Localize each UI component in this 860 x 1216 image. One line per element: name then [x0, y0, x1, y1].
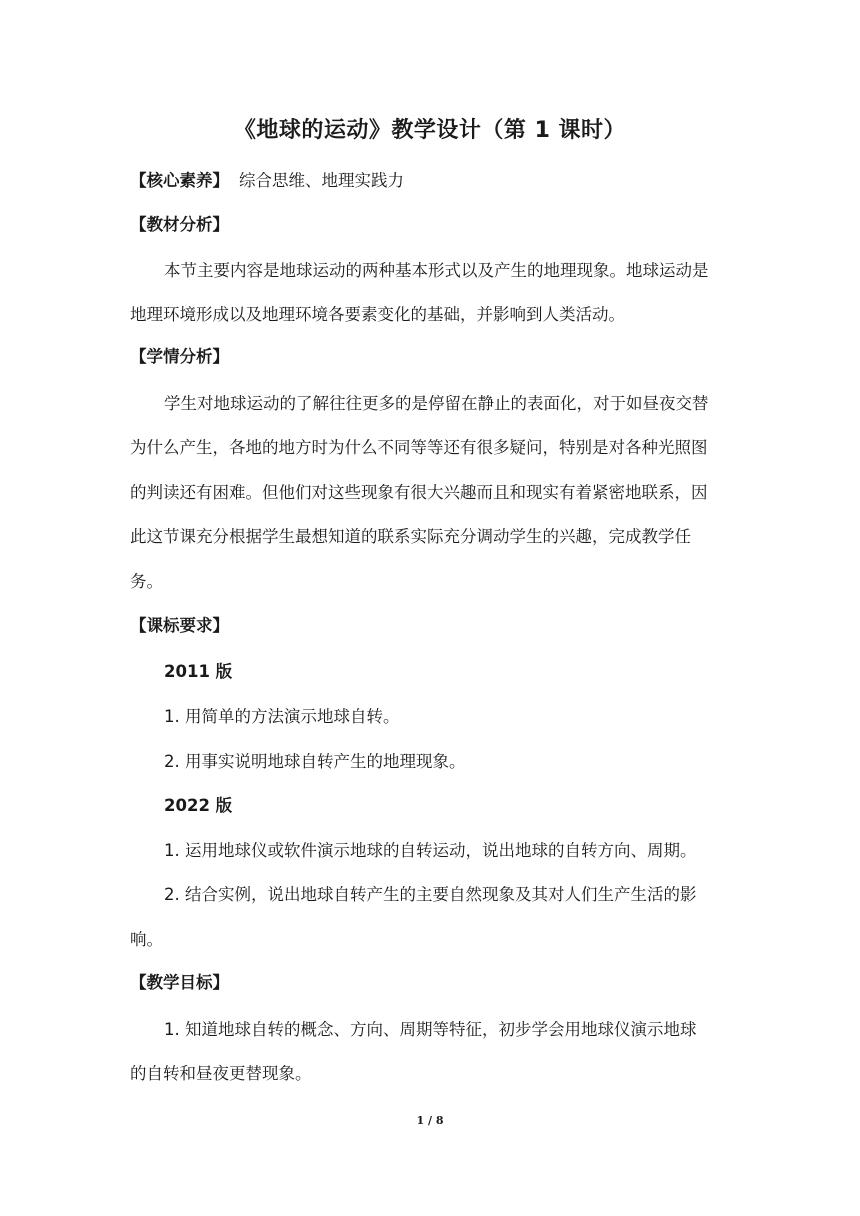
student-analysis-line: 务。 [130, 572, 163, 591]
page-number: 1 / 8 [416, 1114, 444, 1127]
core-literacy-heading: 【核心素养】 [130, 171, 229, 190]
standard-2011-label: 2011 版 [164, 662, 233, 681]
student-analysis-line: 为什么产生，各地的地方时为什么不同等等还有很多疑问，特别是对各种光照图 [130, 438, 708, 457]
standard-2022-item-continued: 响。 [130, 930, 163, 949]
student-analysis-line: 学生对地球运动的了解往往更多的是停留在静止的表面化，对于如昼夜交替 [164, 394, 709, 413]
standard-2022-item: 2. 结合实例，说出地球自转产生的主要自然现象及其对人们生产生活的影 [164, 885, 697, 904]
core-literacy-text: 综合思维、地理实践力 [239, 171, 404, 190]
student-analysis-line: 此这节课充分根据学生最想知道的联系实际充分调动学生的兴趣，完成教学任 [130, 527, 691, 546]
curriculum-standards-heading: 【课标要求】 [130, 616, 229, 635]
standard-2011-item: 1. 用简单的方法演示地球自转。 [164, 707, 400, 726]
material-analysis-line: 地理环境形成以及地理环境各要素变化的基础，并影响到人类活动。 [130, 305, 625, 324]
teaching-goal-line: 1. 知道地球自转的概念、方向、周期等特征，初步学会用地球仪演示地球 [164, 1020, 697, 1039]
material-analysis-heading: 【教材分析】 [130, 215, 229, 234]
standard-2022-label: 2022 版 [164, 796, 233, 815]
standard-2011-item: 2. 用事实说明地球自转产生的地理现象。 [164, 752, 466, 771]
document-title: 《地球的运动》教学设计（第 1 课时） [233, 118, 627, 143]
standard-2022-item: 1. 运用地球仪或软件演示地球的自转运动，说出地球的自转方向、周期。 [164, 841, 697, 860]
teaching-goal-line: 的自转和昼夜更替现象。 [130, 1064, 312, 1083]
core-literacy-row [130, 169, 730, 193]
teaching-goals-heading: 【教学目标】 [130, 973, 229, 992]
student-analysis-line: 的判读还有困难。但他们对这些现象有很大兴趣而且和现实有着紧密地联系，因 [130, 483, 708, 502]
student-analysis-heading: 【学情分析】 [130, 347, 229, 366]
material-analysis-line: 本节主要内容是地球运动的两种基本形式以及产生的地理现象。地球运动是 [164, 261, 709, 280]
